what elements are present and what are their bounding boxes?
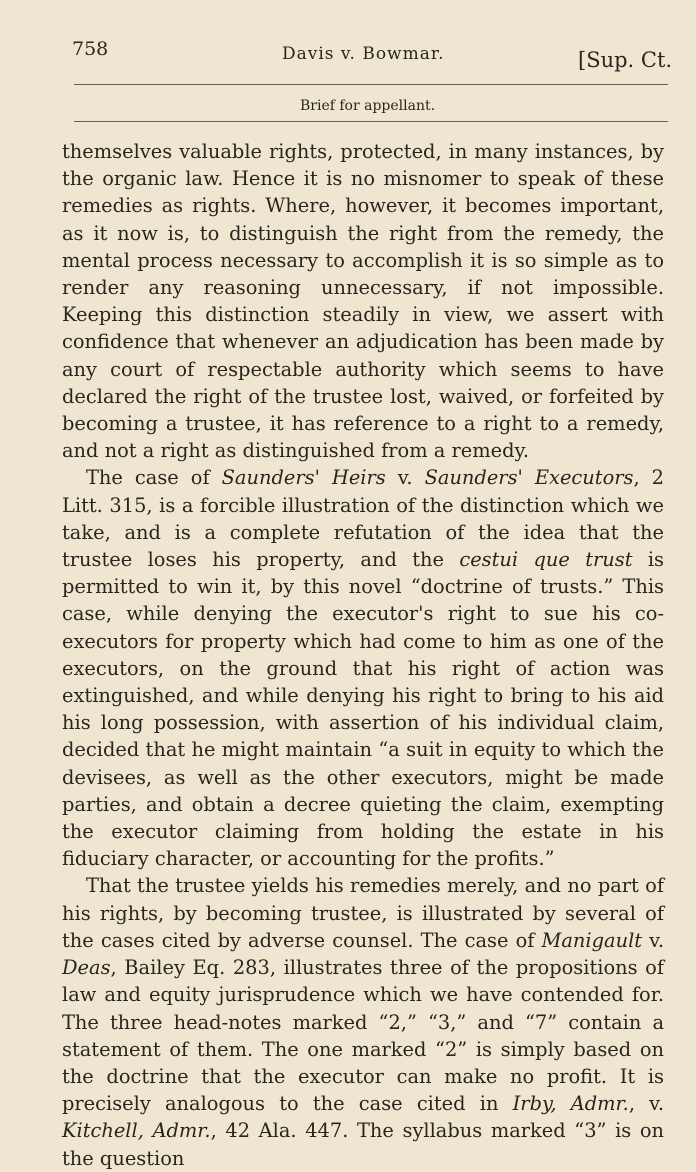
header-rule-top xyxy=(74,84,668,85)
text-run: is permitted to win it, by this novel “doctrine of trusts.” This case, while denying the executor's right to sue his co-executors for property which had come to him as one of the executors, on the ground that his right of action was extinguished, and while denying his right to bring to his aid his long possession, with assertion of his individual claim, decided that he might maintain “a suit in equity to which the devisees, as well as the other executors, might be made parties, and obtain a decree quieting the claim, exempting the executor claiming from holding the estate in his fiduciary character, or accounting for the profits.” xyxy=(62,548,665,871)
italic-text: Saunders' Executors xyxy=(424,466,634,490)
page-header xyxy=(0,38,696,78)
italic-text: Deas xyxy=(62,956,111,980)
running-title: Davis v. Bowmar. xyxy=(282,44,445,64)
text-run: v. xyxy=(385,466,425,490)
italic-text: Kitchell, Admr. xyxy=(62,1119,211,1143)
body-text xyxy=(62,138,664,1172)
page-number: 758 xyxy=(72,38,109,60)
text-run: The case of xyxy=(86,466,222,490)
paragraph xyxy=(62,872,664,1171)
text-run: , Bailey Eq. 283, illustrates three of the propositions of law and equity jurisprudence which we have contended for. The three head-notes marked “2,” “3,” and “7” contain a statement of them. The one marked “2” is simply based on the doctrine that the executor can make no profit. It is precisely analogous to the case cited in xyxy=(62,956,664,1116)
text-run: , v. xyxy=(628,1092,664,1116)
paragraph xyxy=(62,464,664,872)
text-run: That the trustee yields his remedies merely, and no part of his rights, by becoming trustee, is illustrated by several of the cases cited by adverse counsel. The case of xyxy=(62,874,664,952)
text-run: , 42 Ala. 447. The syllabus marked “3” is on the question xyxy=(62,1119,664,1170)
text-run: themselves valuable rights, protected, in many instances, by the organic law. Hence it is no misnomer to speak of these remedies as rights. Where, however, it becomes important, as it now is, to distinguish the right from the remedy, the mental process necessary to accomplish it is so simple as to render any reasoning unnecessary, if not impossible. Keeping this distinction steadily in view, we assert with confidence that whenever an adjudication has been made by any court of respectable authority which seems to have declared the right of the trustee lost, waived, or forfeited by becoming a trustee, it has reference to a right to a remedy, and not a right as distinguished from a remedy. xyxy=(62,140,664,463)
paragraph xyxy=(62,138,664,464)
text-run: , 2 Litt. 315, is a forcible illustration of the distinction which we take, and is a complete refutation of the idea that the trustee loses his property, and the xyxy=(62,466,665,572)
italic-text: Irby, Admr. xyxy=(512,1092,629,1116)
header-rule-bottom xyxy=(74,121,668,122)
italic-text: Saunders' Heirs xyxy=(221,466,386,490)
italic-text: Manigault xyxy=(541,928,643,952)
court-label: [Sup. Ct. xyxy=(578,48,673,72)
italic-text: cestui que trust xyxy=(459,548,633,572)
text-run: v. xyxy=(642,928,664,952)
section-subheader: Brief for appellant. xyxy=(300,98,436,114)
